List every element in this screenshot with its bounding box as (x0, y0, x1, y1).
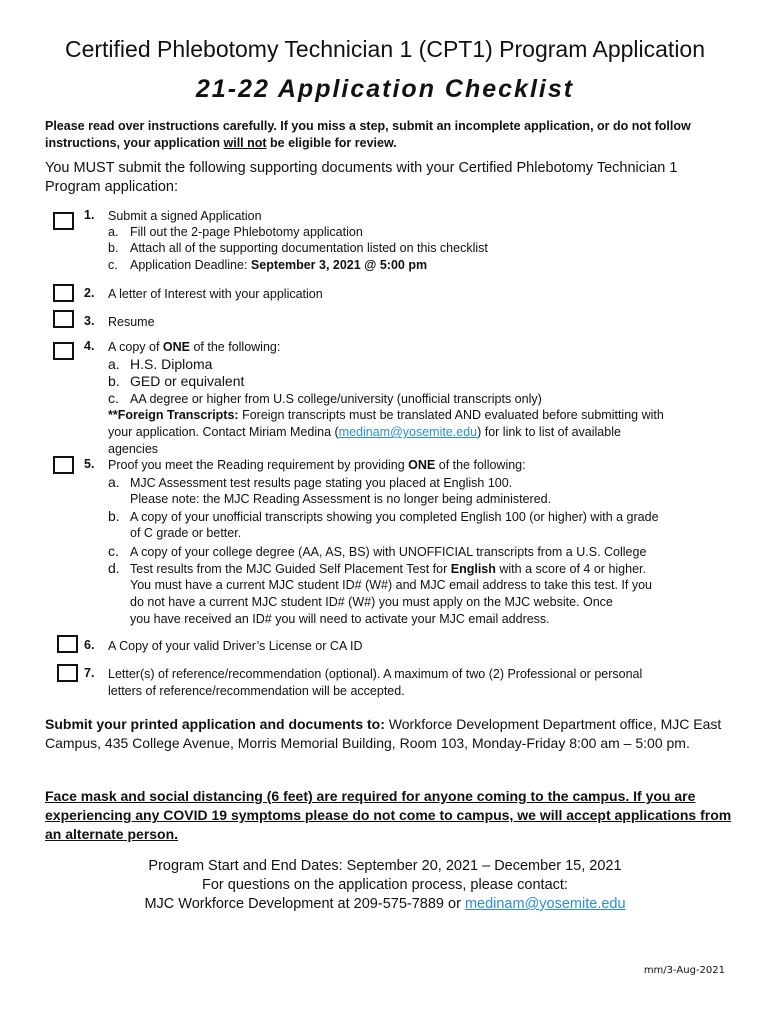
item-5-sub-d: d. Test results from the MJC Guided Self Placement Test for English with a score of 4 or higher. (108, 560, 646, 576)
foreign-transcripts-note: **Foreign Transcripts: Foreign transcripts must be translated AND evaluated before submitting with (108, 408, 664, 422)
foreign-transcripts-agencies: agencies (108, 442, 159, 456)
item-7-label-cont: letters of reference/recommendation will be accepted. (108, 684, 405, 698)
item-4-checkbox[interactable] (53, 342, 74, 360)
item-3-label: Resume (108, 315, 155, 329)
revision-footer: mm/3-Aug-2021 (643, 965, 725, 976)
item-2-number: 2. (84, 286, 95, 300)
item-5-sub-c: c. A copy of your college degree (AA, AS, BS) with UNOFFICIAL transcripts from a U.S. College (108, 543, 647, 559)
program-dates: Program Start and End Dates: September 20, 2021 – December 15, 2021 (148, 858, 622, 874)
item-7-checkbox[interactable] (57, 664, 78, 682)
item-5-sub-b-cont: of C grade or better. (130, 526, 242, 540)
instructions: Please read over instructions carefully. If you miss a step, submit an incomplete application, or do not follow instructions, your application will not be eligible for review. (45, 119, 691, 150)
contact-line: MJC Workforce Development at 209-575-7889 or medinam@yosemite.edu (144, 896, 626, 912)
page-title: Certified Phlebotomy Technician 1 (CPT1) Program Application (64, 36, 706, 62)
item-7-number: 7. (84, 666, 95, 680)
item-5-sub-a-note: Please note: the MJC Reading Assessment is no longer being administered. (130, 492, 552, 506)
item-6-label: A Copy of your valid Driver’s License or CA ID (108, 639, 363, 653)
item-2-label: A letter of Interest with your application (108, 287, 323, 301)
item-5-sub-d-line3: do not have a current MJC student ID# (W#) you must apply on the MJC website. Once (130, 595, 613, 609)
item-4-sub-b: b. GED or equivalent (108, 373, 245, 389)
item-6-number: 6. (84, 638, 95, 652)
item-6-checkbox[interactable] (57, 635, 78, 653)
item-4-label: A copy of ONE of the following: (108, 340, 281, 354)
item-1-sub-c: c. Application Deadline: September 3, 2021 @ 5:00 pm (108, 258, 428, 272)
item-1-number: 1. (84, 208, 95, 222)
submit-instructions: Submit your printed application and documents to: Workforce Development Department office, MJC East Campus, 435 College Avenue, Morris Memorial Building, Room 103, Monday-Friday 8:00 am – 5:00 pm. (45, 716, 722, 751)
page-subtitle: 21-22 Application Checklist (195, 75, 575, 103)
item-5-sub-d-line2: You must have a current MJC student ID# (W#) and MJC email address to take this test. If you (130, 578, 652, 592)
covid-notice: Face mask and social distancing (6 feet) are required for anyone coming to the campus. If you are experiencing any COVID 19 symptoms please do not come to campus, we will accept applications from an alternate person. (45, 788, 732, 842)
item-1-sub-a: a. Fill out the 2-page Phlebotomy application (108, 225, 363, 239)
item-1-checkbox[interactable] (53, 212, 74, 230)
item-4-sub-a: a. H.S. Diploma (108, 356, 213, 372)
item-4-number: 4. (84, 339, 95, 353)
item-1-label: Submit a signed Application (108, 209, 262, 223)
footer-email-link[interactable]: medinam@yosemite.edu (464, 896, 626, 912)
item-2-checkbox[interactable] (53, 284, 74, 302)
item-4-sub-c: c. AA degree or higher from U.S college/university (unofficial transcripts only) (108, 390, 542, 406)
contact-email-link[interactable]: medinam@yosemite.edu (338, 425, 478, 439)
item-3-number: 3. (84, 314, 95, 328)
item-3-checkbox[interactable] (53, 310, 74, 328)
questions-contact: For questions on the application process, please contact: (202, 877, 568, 893)
item-5-sub-d-line4: you have received an ID# you will need to activate your MJC email address. (130, 612, 550, 626)
item-5-sub-b: b. A copy of your unofficial transcripts showing you completed English 100 (or higher) with a grade (108, 508, 659, 524)
item-1-sub-b: b. Attach all of the supporting documentation listed on this checklist (108, 241, 488, 255)
item-5-number: 5. (84, 457, 95, 471)
program-dates-contact (0, 857, 770, 914)
must-submit-text: You MUST submit the following supporting documents with your Certified Phlebotomy Technician 1 Program application: (45, 160, 678, 195)
item-7-label: Letter(s) of reference/recommendation (optional). A maximum of two (2) Professional or personal (108, 667, 643, 681)
item-5-label: Proof you meet the Reading requirement by providing ONE of the following: (108, 458, 526, 472)
foreign-transcripts-contact: your application. Contact Miriam Medina (medinam@yosemite.edu) for link to list of available (108, 425, 621, 439)
item-5-sub-a: a. MJC Assessment test results page stating you placed at English 100. (108, 474, 513, 490)
item-5-checkbox[interactable] (53, 456, 74, 474)
